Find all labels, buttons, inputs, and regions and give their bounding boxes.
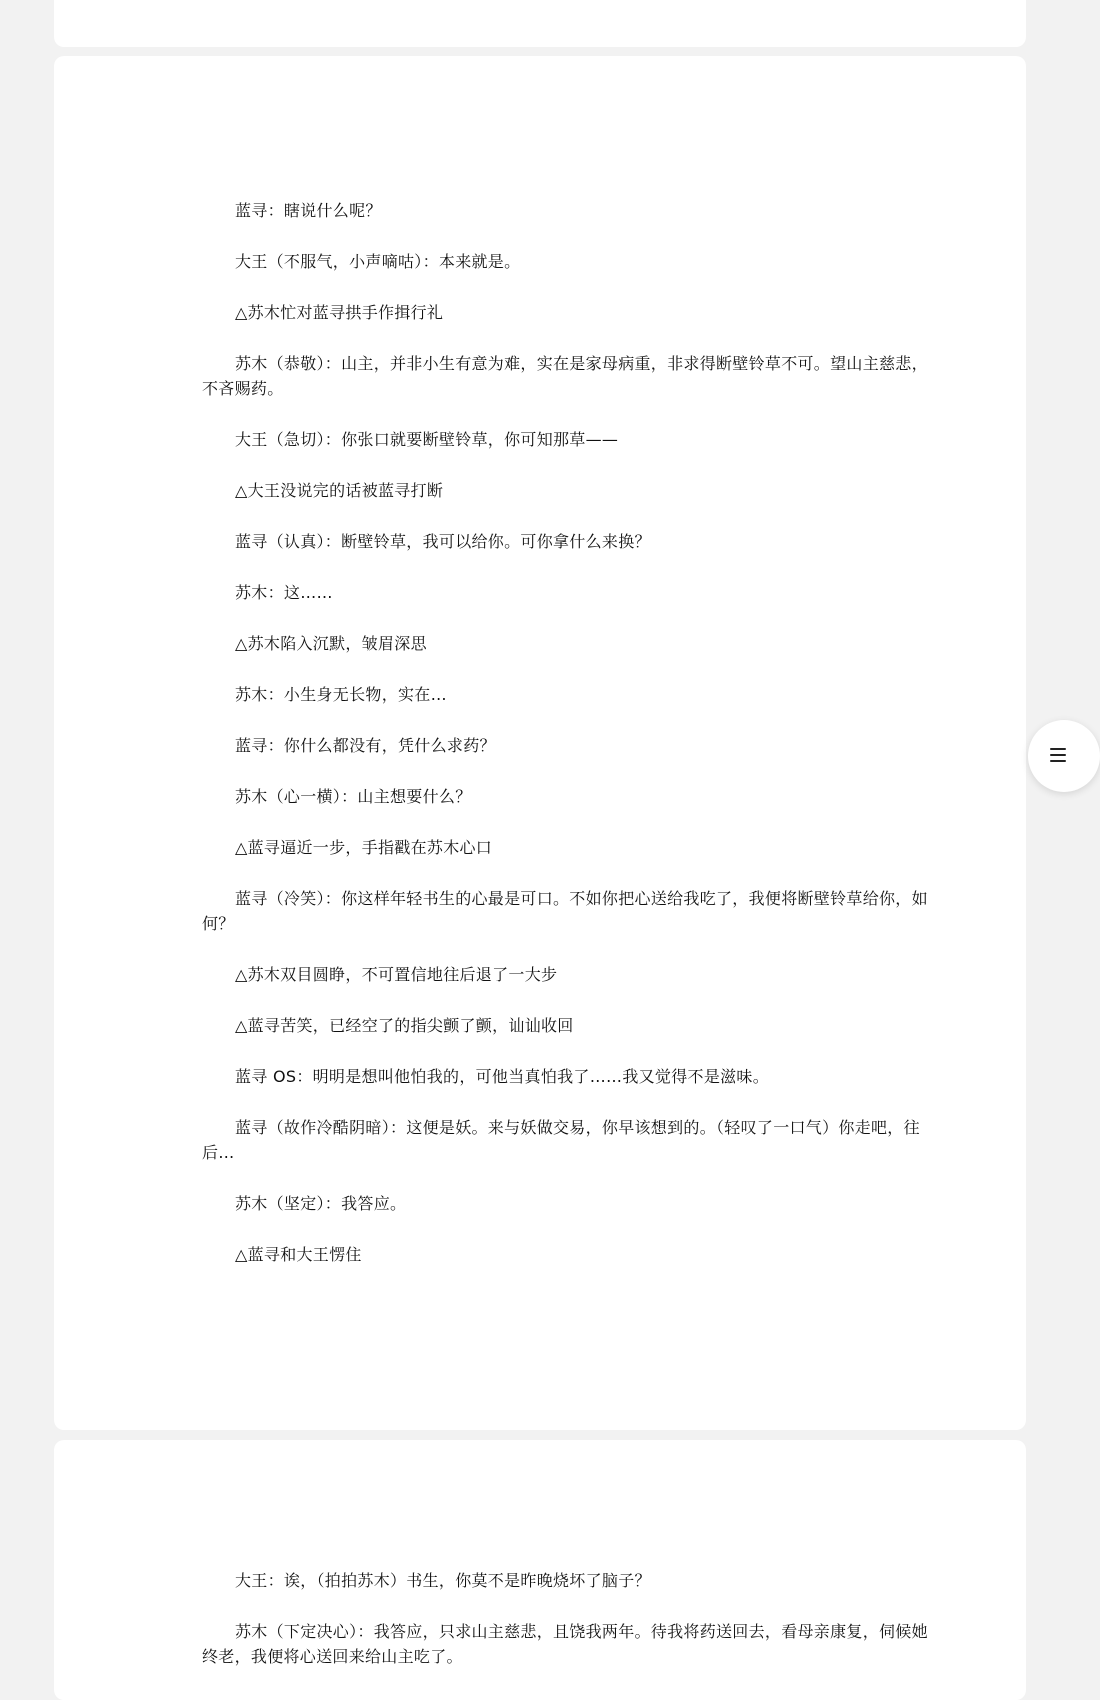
- stage-direction: △蓝寻和大王愣住: [235, 1245, 362, 1264]
- script-line: 大王（急切）：你张口就要断壁铃草，你可知那草——: [235, 430, 619, 449]
- script-line: 蓝寻：瞎说什么呢？: [235, 201, 382, 220]
- page-card-next: [54, 1440, 1026, 1700]
- script-line: 蓝寻 OS：明明是想叫他怕我的，可他当真怕我了……我又觉得不是滋味。: [235, 1067, 770, 1086]
- stage-direction: △蓝寻苦笑，已经空了的指尖颤了颤，讪讪收回: [235, 1016, 574, 1035]
- script-line: 苏木（恭敬）：山主，并非小生有意为难，实在是家母病重，非求得断壁铃草不可。望山主慈悲，不吝赐药。: [202, 354, 928, 398]
- script-line: 大王：诶，（拍拍苏木）书生，你莫不是昨晚烧坏了脑子？: [235, 1571, 651, 1590]
- script-line: 蓝寻（认真）：断壁铃草，我可以给你。可你拿什么来换？: [235, 532, 651, 551]
- menu-icon: [1050, 746, 1068, 764]
- script-line: 大王（不服气，小声嘀咕）：本来就是。: [235, 252, 521, 271]
- stage-direction: △苏木双目圆睁，不可置信地往后退了一大步: [235, 965, 558, 984]
- page-card-current: [54, 56, 1026, 1430]
- stage-direction: △苏木忙对蓝寻拱手作揖行礼: [235, 303, 444, 322]
- stage-direction: △苏木陷入沉默，皱眉深思: [235, 634, 427, 653]
- script-line: 蓝寻（冷笑）：你这样年轻书生的心最是可口。不如你把心送给我吃了，我便将断壁铃草给你，如何？: [202, 889, 928, 933]
- script-line: 蓝寻：你什么都没有，凭什么求药？: [235, 736, 496, 755]
- page-card-previous: [54, 0, 1026, 47]
- script-line: 苏木（坚定）：我答应。: [235, 1194, 407, 1213]
- stage-direction: △蓝寻逼近一步，手指戳在苏木心口: [235, 838, 493, 857]
- script-line: 苏木：这……: [235, 583, 333, 602]
- script-line: 苏木：小生身无长物，实在…: [235, 685, 447, 704]
- script-line: 苏木（下定决心）：我答应，只求山主慈悲，且饶我两年。待我将药送回去，看母亲康复，伺候她终老，我便将心送回来给山主吃了。: [202, 1622, 928, 1666]
- script-line: 苏木（心一横）：山主想要什么？: [235, 787, 472, 806]
- script-line: 蓝寻（故作冷酷阴暗）：这便是妖。来与妖做交易，你早该想到的。（轻叹了一口气）你走吧，往后…: [202, 1118, 920, 1162]
- menu-button[interactable]: [1028, 720, 1100, 792]
- stage-direction: △大王没说完的话被蓝寻打断: [235, 481, 444, 500]
